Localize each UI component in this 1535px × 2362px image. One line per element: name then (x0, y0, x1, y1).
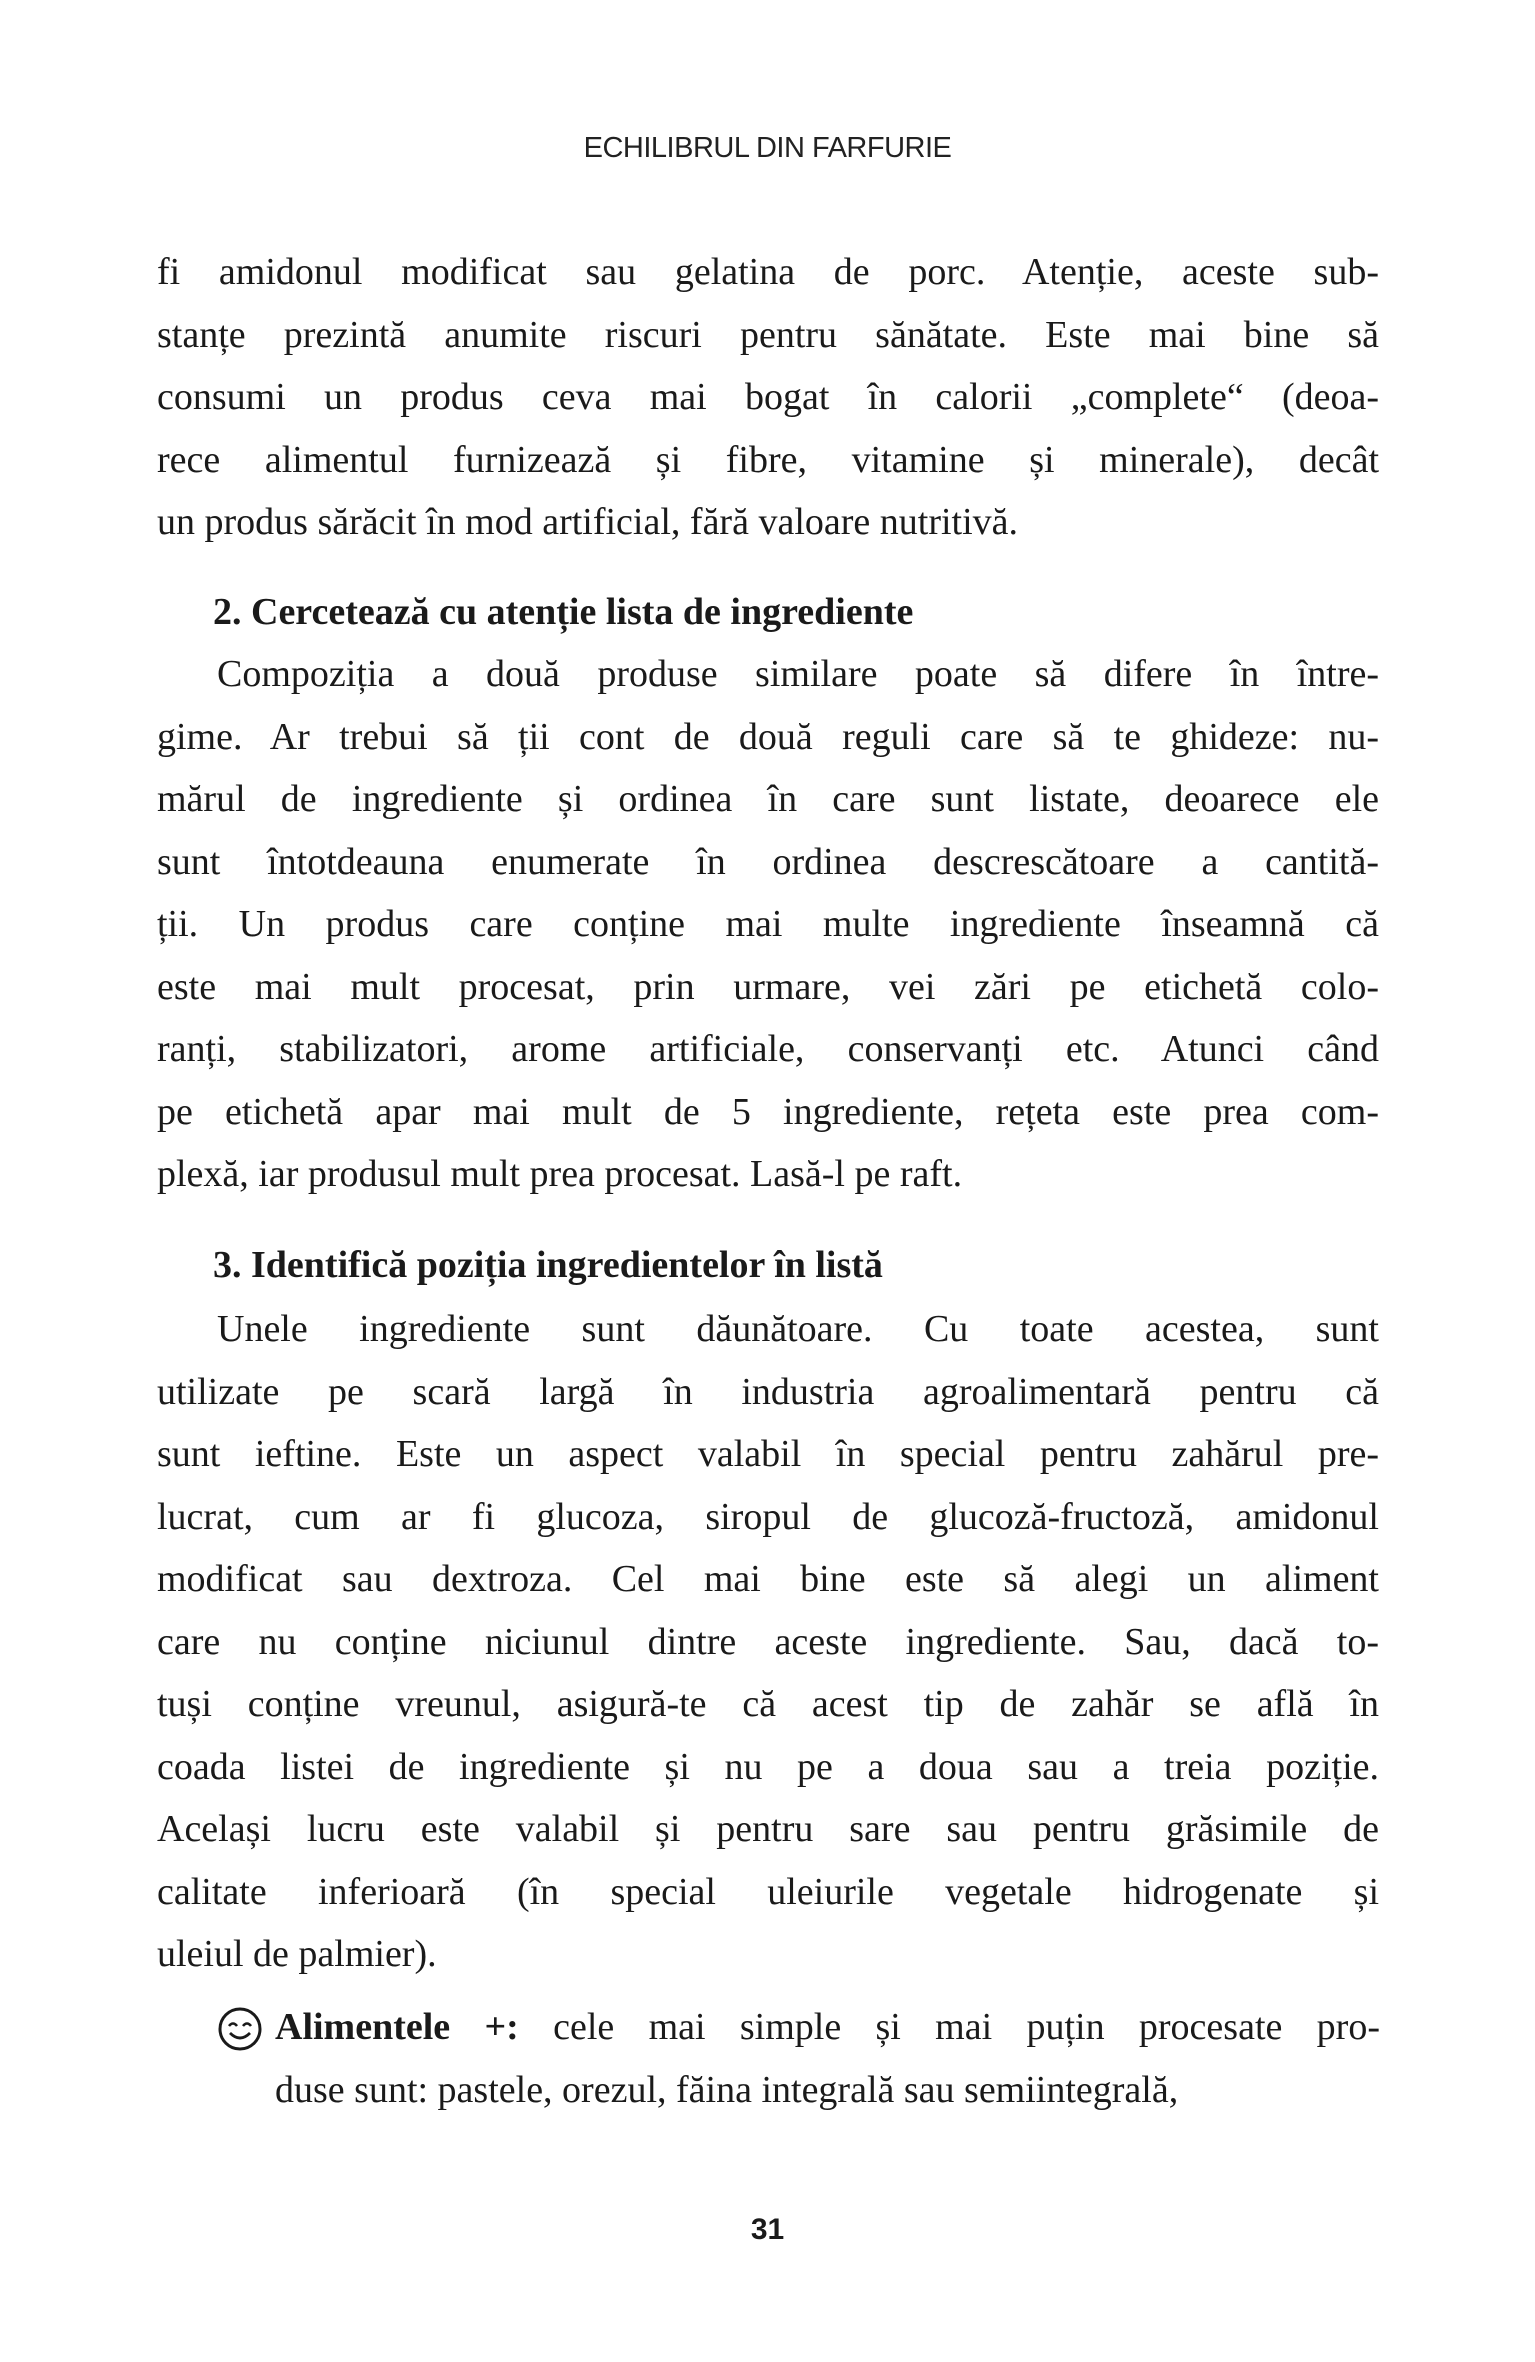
text-line: tuși conține vreunul, asigură-te că acest tip de zahăr se află în (157, 1683, 1379, 1725)
text-line: care nu conține niciunul dintre aceste ingrediente. Sau, dacă to- (157, 1620, 1379, 1663)
section-2-body (157, 643, 1379, 1206)
smiley-icon (217, 2006, 263, 2052)
bullet-line (275, 1996, 1380, 2059)
text-line: gime. Ar trebui să ții cont de două reguli care să te ghideze: nu- (157, 715, 1379, 758)
text-line: rece alimentul furnizează și fibre, vitamine și minerale), decât (157, 438, 1379, 481)
text-line: este mai mult procesat, prin urmare, vei zări pe etichetă colo- (157, 965, 1379, 1008)
text-line: pe etichetă apar mai mult de 5 ingrediente, rețeta este prea com- (157, 1090, 1379, 1133)
text-line: fi amidonul modificat sau gelatina de porc. Atenție, aceste sub- (157, 251, 1379, 293)
text-line: calitate inferioară (în special uleiurile vegetale hidrogenate și (157, 1870, 1379, 1913)
bullet-good-foods (275, 1996, 1380, 2121)
text-line: lucrat, cum ar fi glucoza, siropul de glucoză-fructoză, amidonul (157, 1495, 1379, 1538)
text-line: Același lucru este valabil și pentru sare sau pentru grăsimile de (157, 1808, 1379, 1850)
bullet-text: cele mai simple și mai puțin procesate pro- (518, 2006, 1380, 2048)
text-line: Unele ingrediente sunt dăunătoare. Cu toate acestea, sunt (217, 1308, 1379, 1350)
text-line: plexă, iar produsul mult prea procesat. Lasă-l pe raft. (157, 1153, 963, 1195)
running-header: ECHILIBRUL DIN FARFURIE (583, 132, 952, 164)
bullet-label: Alimentele +: (275, 2006, 519, 2048)
paragraph-1 (157, 241, 1379, 554)
text-line: mărul de ingrediente și ordinea în care sunt listate, deoarece ele (157, 778, 1379, 820)
text-line: ții. Un produs care conține mai multe ingrediente înseamnă că (157, 903, 1379, 945)
text-line: Compoziția a două produse similare poate să difere în între- (217, 653, 1379, 695)
section-3-body (157, 1298, 1379, 1986)
text-line: uleiul de palmier). (157, 1933, 437, 1975)
text-line: modificat sau dextroza. Cel mai bine este să alegi un aliment (157, 1558, 1379, 1600)
bullet-line: duse sunt: pastele, orezul, făina integrală sau semiintegrală, (275, 2068, 1179, 2111)
text-line: sunt ieftine. Este un aspect valabil în special pentru zahărul pre- (157, 1433, 1379, 1475)
section-2-heading: 2. Cercetează cu atenție lista de ingrediente (213, 591, 914, 633)
text-line: utilizate pe scară largă în industria agroalimentară pentru că (157, 1370, 1379, 1413)
text-line: coada listei de ingrediente și nu pe a doua sau a treia poziție. (157, 1745, 1379, 1788)
text-line: un produs sărăcit în mod artificial, fără valoare nutritivă. (157, 501, 1019, 543)
text-line: ranți, stabilizatori, arome artificiale, conservanți etc. Atunci când (157, 1028, 1379, 1070)
text-line: consumi un produs ceva mai bogat în calorii „complete“ (deoa- (157, 376, 1379, 418)
text-line: stanțe prezintă anumite riscuri pentru sănătate. Este mai bine să (157, 313, 1379, 356)
section-3-heading: 3. Identifică poziția ingredientelor în listă (213, 1244, 883, 1286)
text-line: sunt întotdeauna enumerate în ordinea descrescătoare a cantită- (157, 840, 1379, 883)
page-number: 31 (750, 2213, 785, 2246)
